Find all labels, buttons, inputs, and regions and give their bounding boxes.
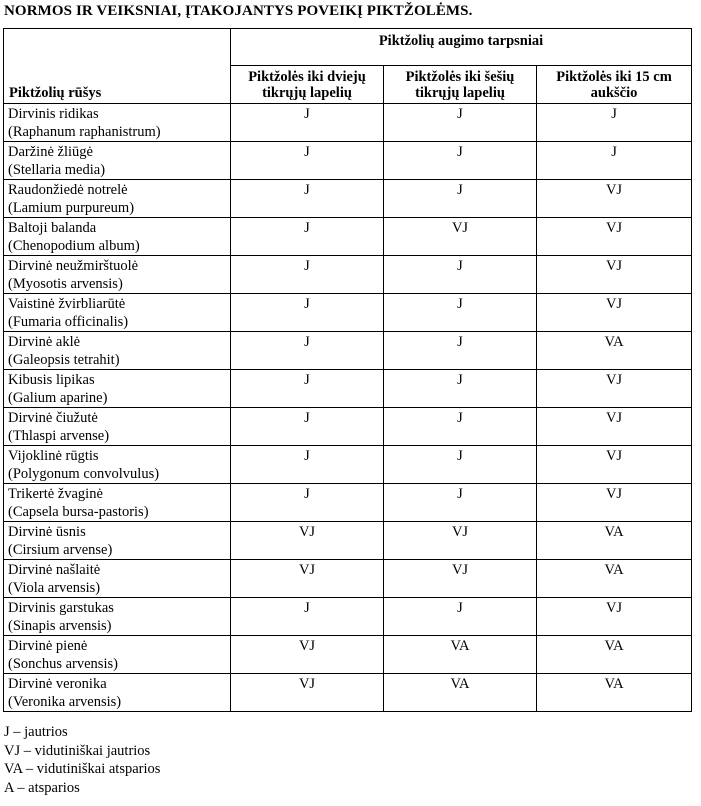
stage-header-label: Piktžolės iki šešių tikrųjų lapelių <box>405 69 515 101</box>
sensitivity-value: VJ <box>605 372 623 388</box>
sensitivity-value: J <box>304 258 310 274</box>
stage-header-label: Piktžolės iki dviejų tikrųjų lapelių <box>248 69 366 101</box>
sensitivity-cell-stage-2 <box>384 408 537 446</box>
sensitivity-value: J <box>304 372 310 388</box>
species-common-name: Dirvinė neužmirštuolė <box>8 258 139 274</box>
sensitivity-cell-stage-1 <box>231 484 384 522</box>
table-row <box>4 104 692 142</box>
species-latin-name: (Galium aparine) <box>8 390 108 406</box>
species-name-cell <box>4 484 231 522</box>
stage-header-six-leaves <box>384 66 537 104</box>
sensitivity-cell-stage-3 <box>537 674 692 712</box>
species-latin-name: (Thlaspi arvense) <box>8 428 110 444</box>
stage-header-two-leaves <box>231 66 384 104</box>
sensitivity-cell-stage-1 <box>231 104 384 142</box>
sensitivity-cell-stage-1 <box>231 674 384 712</box>
sensitivity-cell-stage-2 <box>384 674 537 712</box>
sensitivity-cell-stage-3 <box>537 218 692 256</box>
species-common-name: Kibusis lipikas <box>8 372 95 388</box>
sensitivity-cell-stage-1 <box>231 332 384 370</box>
species-latin-name: (Polygonum convolvulus) <box>8 466 160 482</box>
sensitivity-cell-stage-2 <box>384 142 537 180</box>
sensitivity-cell-stage-2 <box>384 332 537 370</box>
sensitivity-value: VJ <box>605 448 623 464</box>
species-latin-name: (Myosotis arvensis) <box>8 276 123 292</box>
table-row <box>4 446 692 484</box>
sensitivity-value: J <box>304 448 310 464</box>
legend-item-j: J – jautrios <box>4 724 68 740</box>
sensitivity-value: VJ <box>298 676 316 692</box>
species-common-name: Dirvinė ūsnis <box>8 524 86 540</box>
species-common-name: Vaistinė žvirbliarūtė <box>8 296 126 312</box>
table-row <box>4 332 692 370</box>
species-name-cell <box>4 636 231 674</box>
table-row <box>4 370 692 408</box>
species-latin-name: (Galeopsis tetrahit) <box>8 352 120 368</box>
sensitivity-cell-stage-3 <box>537 142 692 180</box>
table-row <box>4 180 692 218</box>
sensitivity-value: VJ <box>451 562 469 578</box>
sensitivity-value: VJ <box>298 638 316 654</box>
species-name-cell <box>4 256 231 294</box>
sensitivity-value: VJ <box>605 182 623 198</box>
species-name-cell <box>4 560 231 598</box>
sensitivity-value: VA <box>450 638 470 654</box>
sensitivity-cell-stage-1 <box>231 370 384 408</box>
species-common-name: Dirvinė našlaitė <box>8 562 101 578</box>
sensitivity-cell-stage-1 <box>231 180 384 218</box>
legend <box>4 723 160 797</box>
sensitivity-value: J <box>457 182 463 198</box>
sensitivity-value: VJ <box>605 220 623 236</box>
sensitivity-value: J <box>304 220 310 236</box>
species-latin-name: (Chenopodium album) <box>8 238 140 254</box>
sensitivity-cell-stage-2 <box>384 636 537 674</box>
sensitivity-value: J <box>457 410 463 426</box>
stage-header-15cm <box>537 66 692 104</box>
sensitivity-cell-stage-1 <box>231 598 384 636</box>
table-row <box>4 598 692 636</box>
sensitivity-value: J <box>304 410 310 426</box>
species-common-name: Dirvinis garstukas <box>8 600 114 616</box>
species-common-name: Dirvinė veronika <box>8 676 107 692</box>
sensitivity-cell-stage-2 <box>384 256 537 294</box>
sensitivity-cell-stage-3 <box>537 408 692 446</box>
sensitivity-cell-stage-1 <box>231 142 384 180</box>
legend-item-vj: VJ – vidutiniškai jautrios <box>4 742 151 759</box>
sensitivity-value: VA <box>604 638 624 654</box>
species-common-name: Dirvinė aklė <box>8 334 81 350</box>
species-name-cell <box>4 522 231 560</box>
sensitivity-value: J <box>457 600 463 616</box>
sensitivity-cell-stage-3 <box>537 256 692 294</box>
sensitivity-value: J <box>457 144 463 160</box>
sensitivity-cell-stage-2 <box>384 180 537 218</box>
table-row <box>4 560 692 598</box>
sensitivity-value: VA <box>604 334 624 350</box>
table-header-row <box>4 29 692 66</box>
species-latin-name: (Stellaria media) <box>8 162 106 178</box>
species-common-name: Dirvinė pienė <box>8 638 88 654</box>
sensitivity-value: J <box>611 144 617 160</box>
legend-item-a: A – atsparios <box>4 779 80 796</box>
sensitivity-cell-stage-1 <box>231 256 384 294</box>
sensitivity-cell-stage-3 <box>537 522 692 560</box>
sensitivity-cell-stage-3 <box>537 636 692 674</box>
sensitivity-value: J <box>304 144 310 160</box>
species-column-header <box>4 29 231 104</box>
species-name-cell <box>4 598 231 636</box>
species-common-name: Raudonžiedė notrelė <box>8 182 128 198</box>
sensitivity-value: VJ <box>451 220 469 236</box>
sensitivity-value: VA <box>604 676 624 692</box>
sensitivity-value: VA <box>604 562 624 578</box>
species-common-name: Daržinė žliūgė <box>8 144 93 160</box>
species-name-cell <box>4 218 231 256</box>
weed-sensitivity-table <box>3 28 692 712</box>
sensitivity-value: VJ <box>605 296 623 312</box>
species-name-cell <box>4 180 231 218</box>
sensitivity-value: VJ <box>298 562 316 578</box>
species-name-cell <box>4 674 231 712</box>
species-common-name: Dirvinis ridikas <box>8 106 99 122</box>
sensitivity-cell-stage-3 <box>537 104 692 142</box>
legend-item-va: VA – vidutiniškai atsparios <box>4 761 161 777</box>
sensitivity-cell-stage-2 <box>384 522 537 560</box>
species-name-cell <box>4 446 231 484</box>
sensitivity-value: J <box>457 106 463 122</box>
species-latin-name: (Sonchus arvensis) <box>8 656 118 672</box>
species-latin-name: (Raphanum raphanistrum) <box>8 124 161 140</box>
sensitivity-cell-stage-3 <box>537 560 692 598</box>
sensitivity-value: J <box>304 296 310 312</box>
sensitivity-cell-stage-2 <box>384 598 537 636</box>
species-latin-name: (Veronika arvensis) <box>8 694 122 710</box>
sensitivity-cell-stage-3 <box>537 180 692 218</box>
sensitivity-cell-stage-2 <box>384 104 537 142</box>
sensitivity-cell-stage-2 <box>384 446 537 484</box>
sensitivity-cell-stage-2 <box>384 560 537 598</box>
species-latin-name: (Lamium purpureum) <box>8 200 135 216</box>
table-row <box>4 256 692 294</box>
sensitivity-cell-stage-3 <box>537 446 692 484</box>
species-name-cell <box>4 104 231 142</box>
table-row <box>4 218 692 256</box>
sensitivity-value: J <box>457 448 463 464</box>
sensitivity-value: VJ <box>298 524 316 540</box>
sensitivity-value: VJ <box>605 486 623 502</box>
sensitivity-cell-stage-1 <box>231 560 384 598</box>
sensitivity-value: VJ <box>605 600 623 616</box>
sensitivity-value: J <box>304 600 310 616</box>
sensitivity-cell-stage-2 <box>384 294 537 332</box>
growth-stages-header <box>231 29 692 66</box>
growth-stages-header-label: Piktžolių augimo tarpsniai <box>378 33 544 49</box>
sensitivity-value: J <box>457 334 463 350</box>
sensitivity-cell-stage-1 <box>231 446 384 484</box>
sensitivity-value: VA <box>604 524 624 540</box>
species-header-label: Piktžolių rūšys <box>9 85 102 101</box>
sensitivity-value: J <box>304 334 310 350</box>
sensitivity-cell-stage-1 <box>231 218 384 256</box>
sensitivity-value: J <box>304 486 310 502</box>
species-latin-name: (Capsela bursa-pastoris) <box>8 504 149 520</box>
species-name-cell <box>4 370 231 408</box>
species-latin-name: (Cirsium arvense) <box>8 542 113 558</box>
sensitivity-cell-stage-1 <box>231 522 384 560</box>
sensitivity-cell-stage-1 <box>231 294 384 332</box>
sensitivity-cell-stage-2 <box>384 370 537 408</box>
sensitivity-value: VJ <box>451 524 469 540</box>
species-latin-name: (Sinapis arvensis) <box>8 618 112 634</box>
species-common-name: Trikertė žvaginė <box>8 486 103 502</box>
sensitivity-value: J <box>611 106 617 122</box>
sensitivity-value: VJ <box>605 258 623 274</box>
table-row <box>4 522 692 560</box>
species-name-cell <box>4 332 231 370</box>
species-name-cell <box>4 294 231 332</box>
table-row <box>4 408 692 446</box>
species-name-cell <box>4 408 231 446</box>
sensitivity-cell-stage-1 <box>231 408 384 446</box>
sensitivity-cell-stage-1 <box>231 636 384 674</box>
species-latin-name: (Fumaria officinalis) <box>8 314 129 330</box>
stage-header-label: Piktžolės iki 15 cm aukščio <box>556 69 672 101</box>
sensitivity-cell-stage-3 <box>537 332 692 370</box>
species-latin-name: (Viola arvensis) <box>8 580 101 596</box>
sensitivity-value: VA <box>450 676 470 692</box>
sensitivity-value: J <box>304 106 310 122</box>
sensitivity-cell-stage-3 <box>537 294 692 332</box>
sensitivity-cell-stage-3 <box>537 598 692 636</box>
species-common-name: Baltoji balanda <box>8 220 97 236</box>
sensitivity-value: J <box>457 486 463 502</box>
sensitivity-value: J <box>457 296 463 312</box>
table-row <box>4 142 692 180</box>
table-row <box>4 294 692 332</box>
species-common-name: Dirvinė čiužutė <box>8 410 98 426</box>
sensitivity-cell-stage-3 <box>537 484 692 522</box>
species-common-name: Vijoklinė rūgtis <box>8 448 99 464</box>
page-title: NORMOS IR VEIKSNIAI, ĮTAKOJANTYS POVEIKĮ PIKTŽOLĖMS. <box>4 3 473 19</box>
table-row <box>4 674 692 712</box>
table-row <box>4 636 692 674</box>
sensitivity-cell-stage-2 <box>384 218 537 256</box>
species-name-cell <box>4 142 231 180</box>
sensitivity-cell-stage-2 <box>384 484 537 522</box>
sensitivity-value: J <box>457 258 463 274</box>
sensitivity-value: J <box>457 372 463 388</box>
sensitivity-value: J <box>304 182 310 198</box>
sensitivity-value: VJ <box>605 410 623 426</box>
sensitivity-cell-stage-3 <box>537 370 692 408</box>
table-row <box>4 484 692 522</box>
